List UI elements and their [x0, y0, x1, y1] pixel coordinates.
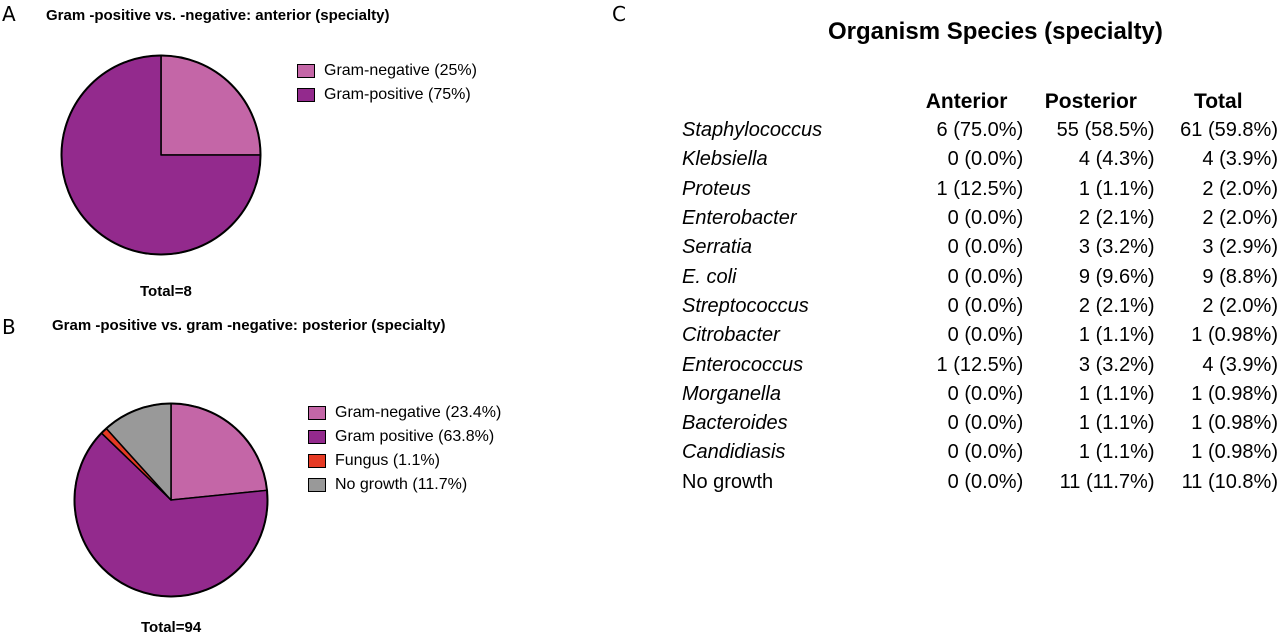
species-cell: Serratia [682, 236, 753, 259]
species-cell: Staphylococcus [682, 119, 823, 142]
pie-b-title: Gram -positive vs. gram -negative: posterior (specialty) [52, 317, 446, 334]
posterior-cell: 1 (1.1%) [1078, 324, 1155, 347]
table-row [676, 350, 1280, 379]
posterior-cell: 2 (2.1%) [1078, 294, 1155, 317]
species-cell: Candidiasis [682, 441, 786, 464]
total-cell: 3 (2.9%) [1202, 236, 1278, 259]
total-cell: 2 (2.0%) [1202, 177, 1278, 200]
species-cell: Citrobacter [682, 324, 780, 347]
posterior-cell: 3 (3.2%) [1078, 353, 1155, 376]
legend-swatch-gram-positive [308, 430, 326, 444]
anterior-cell: 0 (0.0%) [947, 265, 1024, 288]
legend-label: Gram-positive (75%) [324, 86, 471, 103]
species-cell: Bacteroides [682, 412, 788, 435]
species-cell: Klebsiella [682, 148, 768, 171]
posterior-cell: 1 (1.1%) [1078, 441, 1155, 464]
column-header-posterior: Posterior [1044, 90, 1137, 113]
species-cell: Enterococcus [682, 353, 804, 376]
species-cell: No growth [682, 470, 774, 493]
posterior-cell: 4 (4.3%) [1078, 148, 1155, 171]
legend-item [308, 449, 501, 473]
total-cell: 9 (8.8%) [1202, 265, 1278, 288]
table-row [676, 409, 1280, 438]
legend-swatch-gram-positive [297, 88, 315, 102]
legend-label: Gram-negative (25%) [324, 62, 477, 79]
species-cell: Enterobacter [682, 207, 797, 230]
anterior-cell: 1 (12.5%) [936, 353, 1024, 376]
legend-item [308, 473, 501, 497]
total-cell: 2 (2.0%) [1202, 207, 1278, 230]
legend-swatch-gram-negative [297, 64, 315, 78]
organism-species-table [676, 88, 1280, 497]
posterior-cell: 2 (2.1%) [1078, 207, 1155, 230]
pie-b-total: Total=94 [141, 619, 202, 636]
legend-label: No growth (11.7%) [335, 476, 468, 493]
table-row [676, 204, 1280, 233]
anterior-cell: 0 (0.0%) [947, 236, 1024, 259]
legend-item [297, 59, 477, 83]
table-row [676, 116, 1280, 145]
table-header-row [676, 88, 1280, 116]
species-cell: Proteus [682, 177, 751, 200]
legend-label: Fungus (1.1%) [335, 452, 440, 469]
posterior-cell: 11 (11.7%) [1059, 470, 1155, 493]
legend-swatch-no-growth [308, 478, 326, 492]
table-row [676, 262, 1280, 291]
pie-chart-posterior [73, 402, 269, 598]
total-cell: 1 (0.98%) [1191, 412, 1278, 435]
posterior-cell: 9 (9.6%) [1078, 265, 1155, 288]
table-title: Organism Species (specialty) [828, 18, 1163, 45]
total-cell: 11 (10.8%) [1181, 470, 1278, 493]
legend-anterior [297, 59, 477, 107]
anterior-cell: 1 (12.5%) [936, 177, 1024, 200]
column-header-anterior: Anterior [925, 90, 1008, 113]
anterior-cell: 0 (0.0%) [947, 470, 1024, 493]
anterior-cell: 0 (0.0%) [947, 412, 1024, 435]
anterior-cell: 0 (0.0%) [947, 148, 1024, 171]
posterior-cell: 1 (1.1%) [1078, 412, 1155, 435]
column-header-species [676, 88, 908, 116]
species-cell: Streptococcus [682, 294, 809, 317]
panel-letter-a: A [2, 2, 16, 26]
panel-letter-b: B [2, 315, 16, 339]
species-cell: Morganella [682, 382, 781, 405]
total-cell: 1 (0.98%) [1191, 324, 1278, 347]
total-cell: 2 (2.0%) [1202, 294, 1278, 317]
pie-a-total: Total=8 [140, 283, 192, 300]
legend-item [308, 401, 501, 425]
table-body [676, 116, 1280, 497]
legend-label: Gram positive (63.8%) [335, 428, 495, 445]
anterior-cell: 0 (0.0%) [947, 294, 1024, 317]
legend-posterior [308, 401, 501, 497]
legend-item [308, 425, 501, 449]
table-row [676, 233, 1280, 262]
table-row [676, 175, 1280, 204]
panel-letter-c: C [612, 2, 626, 26]
anterior-cell: 6 (75.0%) [936, 119, 1024, 142]
pie-b-slice-gram-negative [171, 404, 267, 501]
legend-item [297, 83, 477, 107]
total-cell: 4 (3.9%) [1202, 148, 1278, 171]
table-row [676, 321, 1280, 350]
posterior-cell: 1 (1.1%) [1078, 382, 1155, 405]
posterior-cell: 55 (58.5%) [1056, 119, 1155, 142]
total-cell: 61 (59.8%) [1180, 119, 1278, 142]
anterior-cell: 0 (0.0%) [947, 382, 1024, 405]
anterior-cell: 0 (0.0%) [947, 207, 1024, 230]
legend-label: Gram-negative (23.4%) [335, 404, 502, 421]
pie-a-title: Gram -positive vs. -negative: anterior (specialty) [46, 7, 390, 24]
table-row [676, 468, 1280, 497]
table-row [676, 380, 1280, 409]
table-row [676, 438, 1280, 467]
total-cell: 4 (3.9%) [1202, 353, 1278, 376]
legend-swatch-gram-negative [308, 406, 326, 420]
posterior-cell: 3 (3.2%) [1078, 236, 1155, 259]
pie-a-slice-gram-negative [161, 56, 261, 156]
legend-swatch-fungus [308, 454, 326, 468]
pie-chart-anterior [60, 54, 262, 256]
anterior-cell: 0 (0.0%) [947, 441, 1024, 464]
posterior-cell: 1 (1.1%) [1078, 177, 1155, 200]
table-row [676, 145, 1280, 174]
anterior-cell: 0 (0.0%) [947, 324, 1024, 347]
total-cell: 1 (0.98%) [1191, 382, 1278, 405]
table-row [676, 292, 1280, 321]
column-header-total: Total [1193, 90, 1243, 113]
total-cell: 1 (0.98%) [1191, 441, 1278, 464]
species-cell: E. coli [682, 265, 737, 288]
